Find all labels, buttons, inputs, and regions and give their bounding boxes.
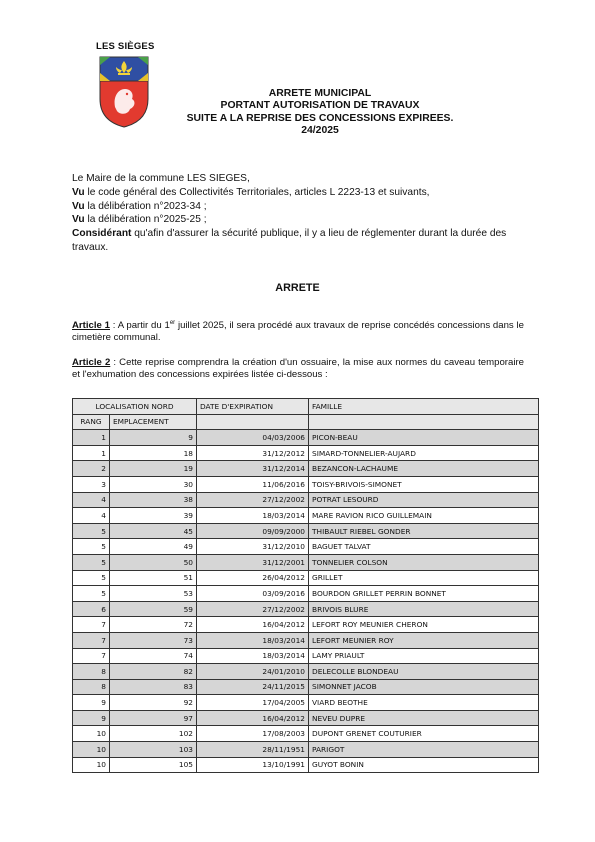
vu-label: Vu bbox=[72, 214, 85, 226]
cell-emplacement: 38 bbox=[110, 492, 197, 508]
considerant-text: qu'afin d'assurer la sécurité publique, il y a lieu de réglementer durant la durée des travaux. bbox=[72, 228, 507, 253]
cell-emplacement: 39 bbox=[110, 508, 197, 524]
cell-rang: 7 bbox=[73, 632, 110, 648]
header-empty bbox=[197, 414, 309, 430]
cell-rang: 3 bbox=[73, 476, 110, 492]
cell-famille: MARE RAVION RICO GUILLEMAIN bbox=[309, 508, 539, 524]
cell-emplacement: 51 bbox=[110, 570, 197, 586]
cell-emplacement: 102 bbox=[110, 726, 197, 742]
cell-date: 31/12/2010 bbox=[197, 539, 309, 555]
cell-rang: 6 bbox=[73, 601, 110, 617]
header-date: DATE D'EXPIRATION bbox=[197, 399, 309, 415]
cell-emplacement: 18 bbox=[110, 445, 197, 461]
cell-date: 04/03/2006 bbox=[197, 430, 309, 446]
cell-emplacement: 92 bbox=[110, 695, 197, 711]
arrete-heading: ARRETE bbox=[275, 282, 320, 294]
vu-label: Vu bbox=[72, 186, 85, 198]
vu-line-1 bbox=[72, 186, 532, 200]
cell-rang: 5 bbox=[73, 554, 110, 570]
cell-rang: 7 bbox=[73, 617, 110, 633]
table-row bbox=[73, 508, 539, 524]
cell-rang: 5 bbox=[73, 539, 110, 555]
cell-famille: THIBAULT RIEBEL GONDER bbox=[309, 523, 539, 539]
cell-emplacement: 19 bbox=[110, 461, 197, 477]
header-empty bbox=[309, 414, 539, 430]
article-1-sup: er bbox=[169, 319, 176, 326]
table-row bbox=[73, 445, 539, 461]
cell-date: 31/12/2014 bbox=[197, 461, 309, 477]
cell-famille: BAGUET TALVAT bbox=[309, 539, 539, 555]
cell-emplacement: 103 bbox=[110, 742, 197, 758]
cell-rang: 7 bbox=[73, 648, 110, 664]
table-row bbox=[73, 430, 539, 446]
cell-famille: SIMARD-TONNELIER-AUJARD bbox=[309, 445, 539, 461]
coat-of-arms-icon bbox=[98, 55, 150, 129]
cell-rang: 9 bbox=[73, 695, 110, 711]
vu-line-2 bbox=[72, 200, 532, 214]
cell-famille: TOISY-BRIVOIS-SIMONET bbox=[309, 476, 539, 492]
cell-emplacement: 45 bbox=[110, 523, 197, 539]
cell-famille: BOURDON GRILLET PERRIN BONNET bbox=[309, 586, 539, 602]
table-row bbox=[73, 539, 539, 555]
table-row bbox=[73, 648, 539, 664]
arrete-number: 24/2025 bbox=[301, 125, 339, 137]
title-line-3: SUITE A LA REPRISE DES CONCESSIONS EXPIREES. bbox=[186, 112, 454, 124]
title-line-1: ARRETE MUNICIPAL bbox=[268, 88, 372, 99]
cell-date: 03/09/2016 bbox=[197, 586, 309, 602]
considerant-line bbox=[72, 227, 532, 255]
mayor-line: Le Maire de la commune LES SIEGES, bbox=[72, 173, 250, 184]
vu-line-3 bbox=[72, 213, 532, 227]
cell-rang: 1 bbox=[73, 445, 110, 461]
cell-date: 28/11/1951 bbox=[197, 742, 309, 758]
vu-label: Vu bbox=[72, 200, 85, 212]
article-1-label: Article 1 bbox=[72, 320, 110, 331]
header-emplacement: EMPLACEMENT bbox=[110, 414, 197, 430]
cell-emplacement: 30 bbox=[110, 476, 197, 492]
cell-date: 31/12/2001 bbox=[197, 554, 309, 570]
cell-date: 11/06/2016 bbox=[197, 476, 309, 492]
cell-date: 26/04/2012 bbox=[197, 570, 309, 586]
cell-famille: VIARD BEOTHE bbox=[309, 695, 539, 711]
table-subheader-row bbox=[73, 414, 539, 430]
cell-emplacement: 97 bbox=[110, 710, 197, 726]
cell-emplacement: 49 bbox=[110, 539, 197, 555]
cell-emplacement: 73 bbox=[110, 632, 197, 648]
vu-text: la délibération n°2023-34 ; bbox=[84, 200, 207, 212]
cell-rang: 8 bbox=[73, 679, 110, 695]
cell-emplacement: 72 bbox=[110, 617, 197, 633]
header-famille: FAMILLE bbox=[309, 399, 539, 415]
cell-rang: 5 bbox=[73, 586, 110, 602]
cell-famille: PARIGOT bbox=[309, 742, 539, 758]
table-row bbox=[73, 742, 539, 758]
cell-emplacement: 59 bbox=[110, 601, 197, 617]
preamble bbox=[72, 172, 532, 255]
table-row bbox=[73, 710, 539, 726]
cell-emplacement: 50 bbox=[110, 554, 197, 570]
cell-date: 24/01/2010 bbox=[197, 664, 309, 680]
cell-date: 27/12/2002 bbox=[197, 601, 309, 617]
table-row bbox=[73, 570, 539, 586]
cell-rang: 10 bbox=[73, 757, 110, 773]
cell-emplacement: 74 bbox=[110, 648, 197, 664]
cell-famille: LEFORT ROY MEUNIER CHERON bbox=[309, 617, 539, 633]
cell-famille: SIMONNET JACOB bbox=[309, 679, 539, 695]
cell-famille: BRIVOIS BLURE bbox=[309, 601, 539, 617]
cell-rang: 1 bbox=[73, 430, 110, 446]
table-row bbox=[73, 461, 539, 477]
considerant-label: Considérant bbox=[72, 228, 132, 240]
cell-rang: 4 bbox=[73, 492, 110, 508]
cell-emplacement: 9 bbox=[110, 430, 197, 446]
cell-date: 09/09/2000 bbox=[197, 523, 309, 539]
header-rang: RANG bbox=[73, 414, 110, 430]
municipality-logo-name: LES SIÈGES bbox=[96, 41, 155, 52]
article-1 bbox=[72, 320, 524, 344]
table-row bbox=[73, 554, 539, 570]
article-1-text-a: : A partir du 1 bbox=[110, 320, 170, 331]
cell-famille: NEVEU DUPRE bbox=[309, 710, 539, 726]
cell-rang: 10 bbox=[73, 726, 110, 742]
cell-rang: 4 bbox=[73, 508, 110, 524]
cell-rang: 5 bbox=[73, 570, 110, 586]
table-row bbox=[73, 617, 539, 633]
cell-famille: BEZANCON-LACHAUME bbox=[309, 461, 539, 477]
cell-famille: DUPONT GRENET COUTURIER bbox=[309, 726, 539, 742]
cell-date: 24/11/2015 bbox=[197, 679, 309, 695]
article-1-text-b: juillet 2025, il sera procédé aux travaux de reprise concédés concessions dans le cimetière communal. bbox=[72, 320, 524, 343]
cell-rang: 2 bbox=[73, 461, 110, 477]
cell-emplacement: 83 bbox=[110, 679, 197, 695]
cell-rang: 8 bbox=[73, 664, 110, 680]
table-row bbox=[73, 726, 539, 742]
cell-date: 17/08/2003 bbox=[197, 726, 309, 742]
cell-famille: DELECOLLE BLONDEAU bbox=[309, 664, 539, 680]
vu-text: le code général des Collectivités Territoriales, articles L 2223-13 et suivants, bbox=[84, 186, 430, 198]
article-2 bbox=[72, 357, 524, 381]
cell-rang: 9 bbox=[73, 710, 110, 726]
cell-date: 27/12/2002 bbox=[197, 492, 309, 508]
cell-date: 18/03/2014 bbox=[197, 648, 309, 664]
table-header-row bbox=[73, 399, 539, 415]
table-row bbox=[73, 586, 539, 602]
cell-rang: 5 bbox=[73, 523, 110, 539]
cell-date: 16/04/2012 bbox=[197, 710, 309, 726]
table-row bbox=[73, 601, 539, 617]
table-row bbox=[73, 664, 539, 680]
article-2-label: Article 2 bbox=[72, 357, 111, 368]
cell-famille: TONNELIER COLSON bbox=[309, 554, 539, 570]
table-row bbox=[73, 523, 539, 539]
cell-emplacement: 82 bbox=[110, 664, 197, 680]
cell-date: 13/10/1991 bbox=[197, 757, 309, 773]
cell-famille: POTRAT LESOURD bbox=[309, 492, 539, 508]
table-row bbox=[73, 757, 539, 773]
cell-date: 17/04/2005 bbox=[197, 695, 309, 711]
document-title bbox=[150, 88, 490, 138]
table-row bbox=[73, 476, 539, 492]
cell-date: 18/03/2014 bbox=[197, 632, 309, 648]
table-row bbox=[73, 632, 539, 648]
cell-date: 16/04/2012 bbox=[197, 617, 309, 633]
cell-rang: 10 bbox=[73, 742, 110, 758]
cell-famille: GUYOT BONIN bbox=[309, 757, 539, 773]
header-localisation: LOCALISATION NORD bbox=[73, 399, 197, 415]
cell-famille: PICON-BEAU bbox=[309, 430, 539, 446]
vu-text: la délibération n°2025-25 ; bbox=[84, 214, 207, 226]
article-2-text: : Cette reprise comprendra la création d'un ossuaire, la mise aux normes du caveau temporaire et l'exhumation des concessions expirées listée ci-dessous : bbox=[72, 357, 524, 380]
table-row bbox=[73, 492, 539, 508]
cell-date: 18/03/2014 bbox=[197, 508, 309, 524]
cell-date: 31/12/2012 bbox=[197, 445, 309, 461]
cell-emplacement: 53 bbox=[110, 586, 197, 602]
cell-emplacement: 105 bbox=[110, 757, 197, 773]
table-row bbox=[73, 679, 539, 695]
concessions-table bbox=[72, 398, 539, 773]
cell-famille: LAMY PRIAULT bbox=[309, 648, 539, 664]
cell-famille: LEFORT MEUNIER ROY bbox=[309, 632, 539, 648]
table-row bbox=[73, 695, 539, 711]
cell-famille: GRILLET bbox=[309, 570, 539, 586]
title-line-2: PORTANT AUTORISATION DE TRAVAUX bbox=[220, 100, 420, 112]
